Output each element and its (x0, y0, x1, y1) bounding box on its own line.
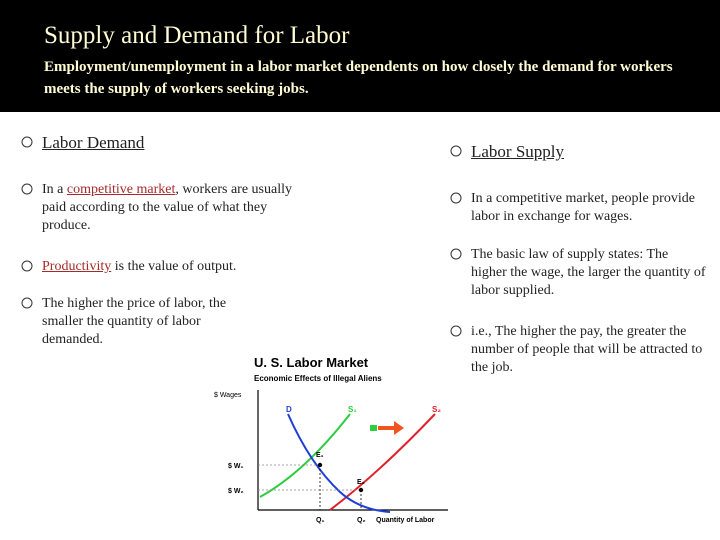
equilibrium-e2 (359, 488, 363, 492)
w2-label: $ W₂ (228, 488, 244, 495)
diagram-subtitle: Economic Effects of Illegal Aliens (254, 374, 382, 383)
labor-supply-label: Labor Supply (471, 142, 565, 161)
bullet-icon (20, 259, 34, 273)
bullet-icon (449, 191, 463, 205)
slide-subtitle: Employment/unemployment in a labor market dependents on how closely the demand for workers meets the supply of workers seeking jobs. (44, 59, 673, 97)
slide-title: Supply and Demand for Labor (44, 22, 350, 49)
shift-arrow-icon (378, 421, 404, 435)
labor-demand-label: Labor Demand (42, 133, 145, 152)
demand-bullet-2-post: is the value of output. (111, 259, 237, 274)
e2-label: E₂ (357, 479, 365, 486)
y-axis-label: $ Wages (214, 392, 242, 399)
supply-curve-s1 (260, 414, 350, 497)
competitive-market-link[interactable]: competitive market (66, 182, 176, 197)
shift-arrow-tail (370, 425, 377, 431)
supply-bullet-2 (471, 246, 706, 300)
bullet-icon (20, 182, 34, 196)
labor-demand-heading (42, 134, 144, 152)
supply-bullet-1 (471, 190, 716, 226)
s1-label: S₁ (348, 405, 357, 414)
q1-label: Q₁ (316, 517, 325, 524)
q2-label: Q₂ (357, 517, 366, 524)
demand-bullet-1-post: , workers are usually paid according to the value of what they produce. (42, 182, 292, 233)
bullet-icon (449, 144, 463, 158)
equilibrium-e1 (318, 463, 322, 467)
supply-bullet-3 (471, 323, 711, 377)
demand-bullet-3 (42, 295, 262, 349)
bullet-icon (20, 135, 34, 149)
productivity-link[interactable]: Productivity (42, 259, 112, 274)
supply-bullet-2-text: The basic law of supply states: The higher the wage, the larger the quantity of labor supplied. (471, 247, 706, 298)
w1-label: $ W₁ (228, 463, 244, 470)
supply-bullet-1-text: In a competitive market, people provide labor in exchange for wages. (471, 191, 695, 224)
x-axis-label: Quantity of Labor (376, 517, 435, 524)
demand-bullet-3-text: The higher the price of labor, the smaller the quantity of labor demanded. (42, 296, 227, 347)
s2-label: S₂ (432, 405, 441, 414)
bullet-icon (449, 324, 463, 338)
supply-bullet-3-text: i.e., The higher the pay, the greater the number of people that will be attracted to the job. (471, 324, 703, 375)
labor-supply-heading (471, 143, 564, 161)
diagram-title: U. S. Labor Market (254, 355, 369, 370)
bullet-icon (449, 247, 463, 261)
demand-bullet-1-pre: In a (42, 182, 67, 197)
demand-bullet-1 (42, 181, 292, 235)
e1-label: E₁ (316, 452, 324, 459)
slide-header (0, 0, 720, 112)
bullet-icon (20, 296, 34, 310)
demand-label: D (286, 405, 292, 414)
demand-bullet-2 (42, 258, 292, 276)
labor-market-diagram (210, 352, 450, 540)
